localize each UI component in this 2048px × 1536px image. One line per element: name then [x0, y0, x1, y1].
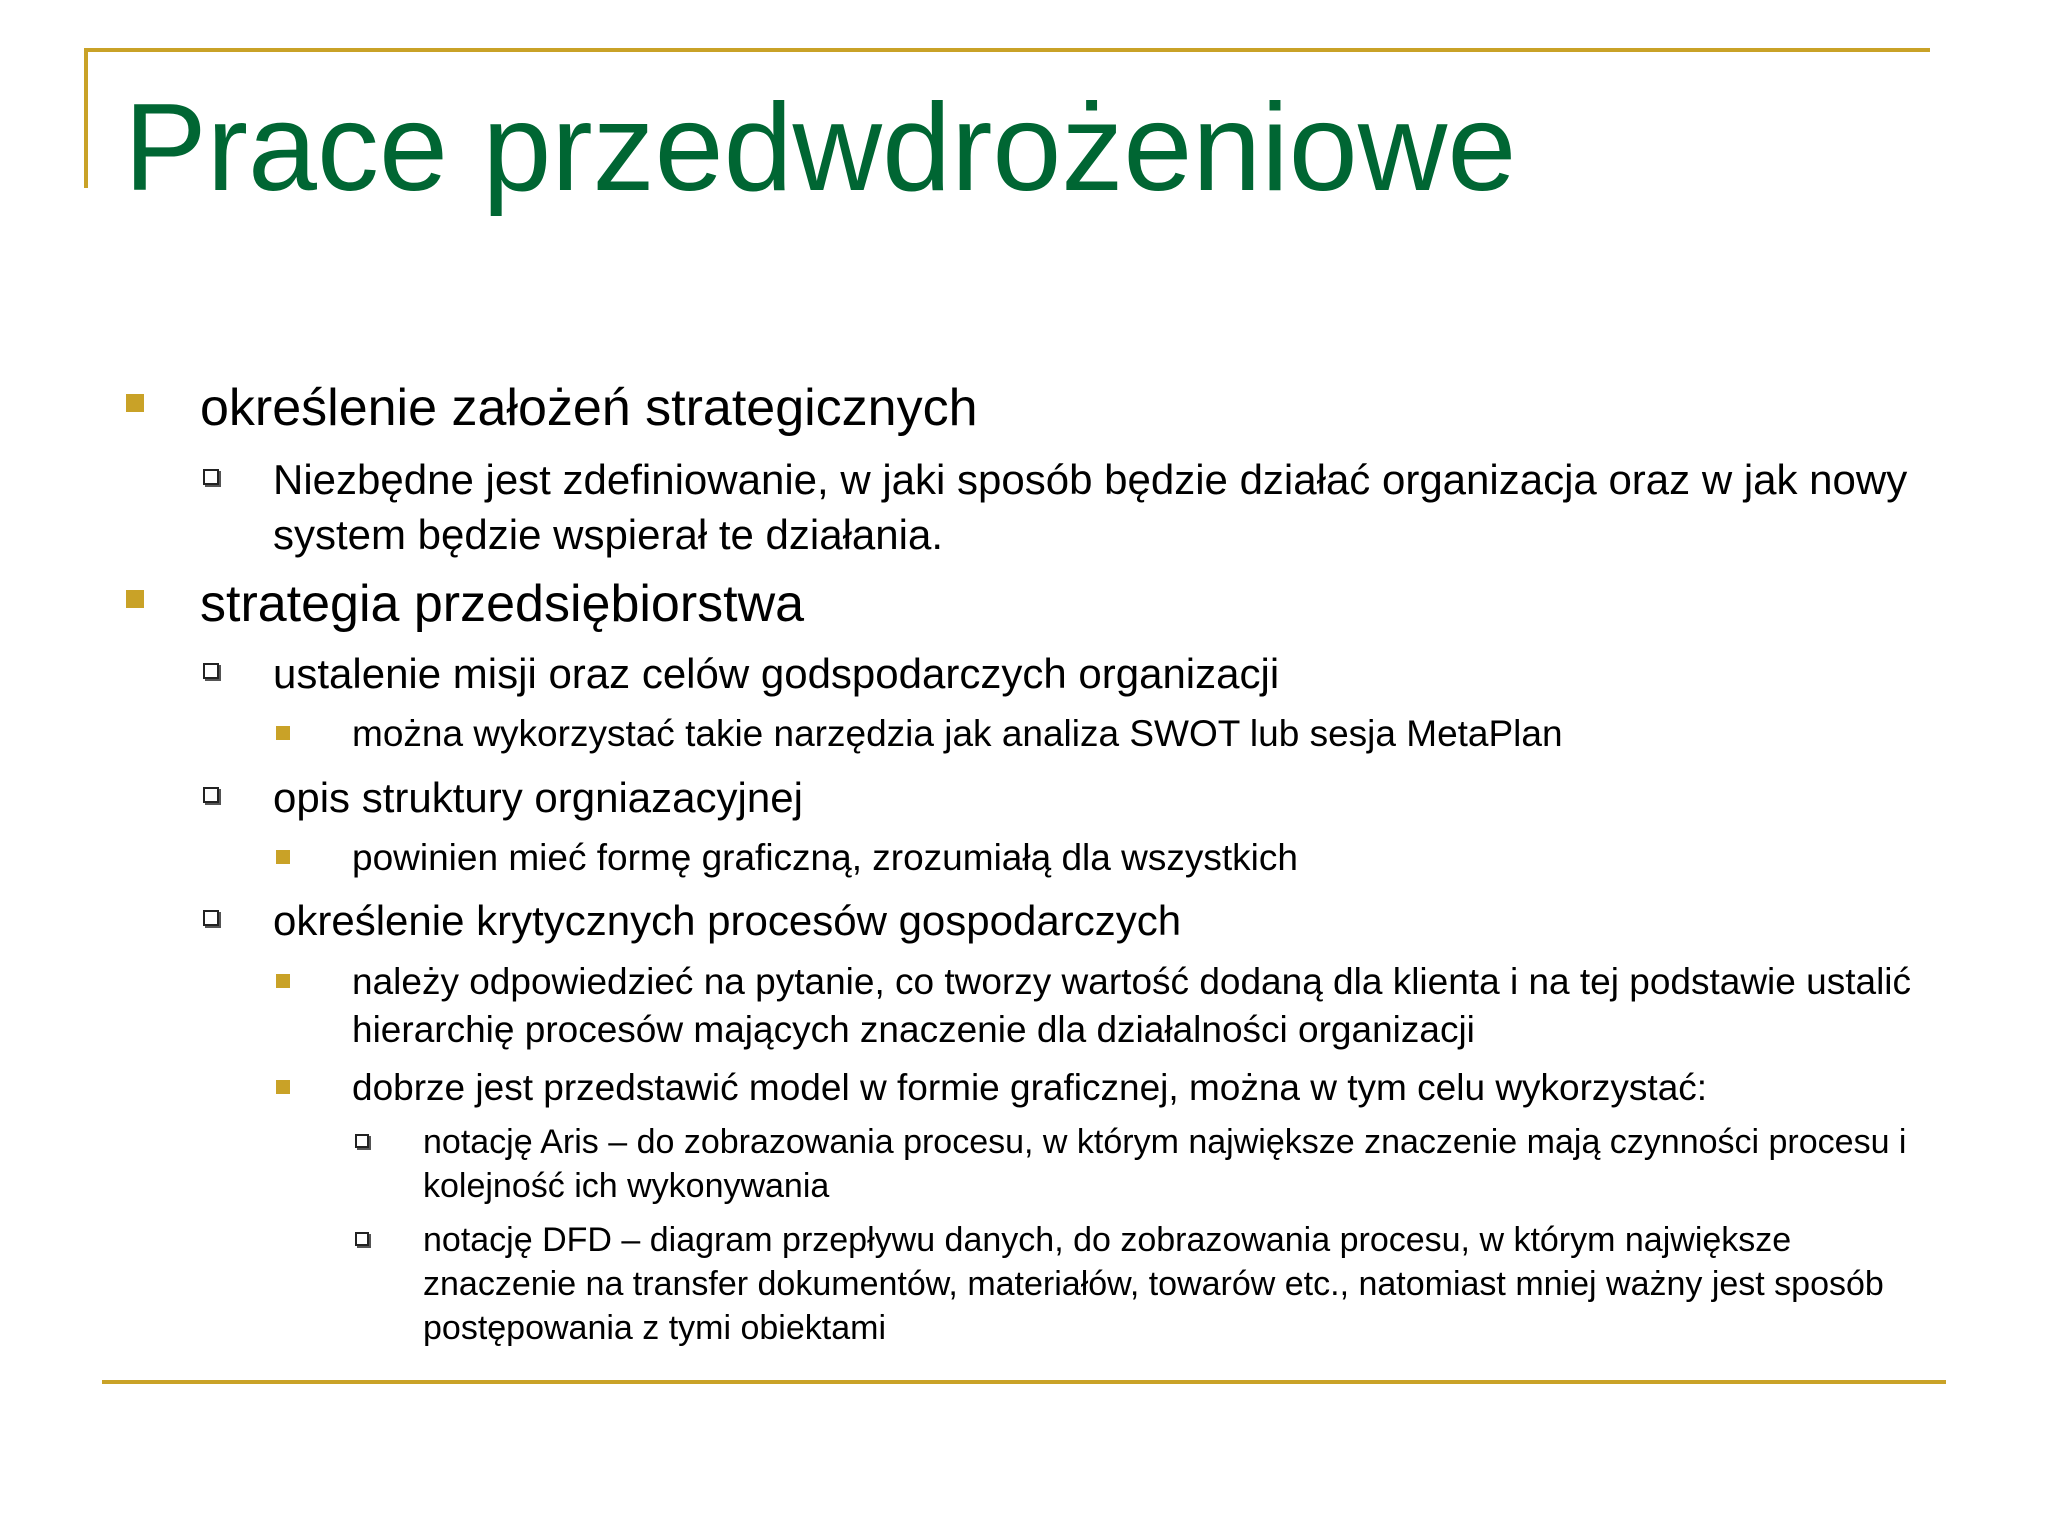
list-item-text: ustalenie misji oraz celów godspodarczych organizacji [273, 650, 1280, 697]
list-item-text: Niezbędne jest zdefiniowanie, w jaki sposób będzie działać organizacja oraz w jak nowy system będzie wspierał te działania. [273, 456, 1908, 558]
list-item-text: powinien mieć formę graficzną, zrozumiałą dla wszystkich [352, 837, 1298, 878]
list-item [273, 452, 1953, 562]
list-item [200, 574, 1940, 634]
list-item-text: notację Aris – do zobrazowania procesu, w którym największe znaczenie mają czynności procesu i kolejność ich wykonywania [423, 1123, 1907, 1205]
list-item [200, 378, 1940, 438]
list-item-text: dobrze jest przedstawić model w formie graficznej, można w tym celu wykorzystać: [352, 1067, 1708, 1108]
checkbox-bullet-icon [203, 469, 219, 485]
checkbox-bullet-icon [355, 1134, 369, 1148]
title-frame-left-line [84, 48, 88, 188]
bottom-divider-line [102, 1380, 1946, 1384]
list-item [423, 1120, 1923, 1208]
slide-title: Prace przedwdrożeniowe [124, 79, 1517, 217]
list-item [352, 710, 1952, 758]
checkbox-bullet-icon [203, 663, 219, 679]
list-item-text: opis struktury orgniazacyjnej [273, 774, 803, 821]
square-bullet-icon [276, 974, 290, 988]
title-frame-top-line [84, 48, 1930, 52]
list-item-text: określenie krytycznych procesów gospodarczych [273, 897, 1182, 944]
list-item-text: można wykorzystać takie narzędzia jak analiza SWOT lub sesja MetaPlan [352, 713, 1563, 754]
list-item [423, 1218, 1923, 1350]
checkbox-bullet-icon [203, 787, 219, 803]
list-item-text: należy odpowiedzieć na pytanie, co tworzy wartość dodaną dla klienta i na tej podstawie ustalić hierarchię procesów mających znaczenie dla działalności organizacji [352, 961, 1912, 1050]
list-item-text: notację DFD – diagram przepływu danych, do zobrazowania procesu, w którym największe znaczenie na transfer dokumentów, materiałów, towarów etc., natomiast mniej ważny jest sposób postępowania z tymi obiektami [423, 1221, 1884, 1347]
list-item [273, 770, 1953, 825]
list-item [352, 958, 1932, 1054]
list-item-text: określenie założeń strategicznych [200, 379, 978, 437]
list-item [273, 893, 1953, 948]
checkbox-bullet-icon [355, 1232, 369, 1246]
square-bullet-icon [276, 1080, 290, 1094]
square-bullet-icon [276, 726, 290, 740]
list-item-text: strategia przedsiębiorstwa [200, 575, 805, 633]
square-bullet-icon [126, 394, 144, 412]
square-bullet-icon [126, 590, 144, 608]
list-item [273, 646, 1953, 701]
checkbox-bullet-icon [203, 910, 219, 926]
list-item [352, 1064, 1952, 1112]
list-item [352, 834, 1952, 882]
square-bullet-icon [276, 850, 290, 864]
